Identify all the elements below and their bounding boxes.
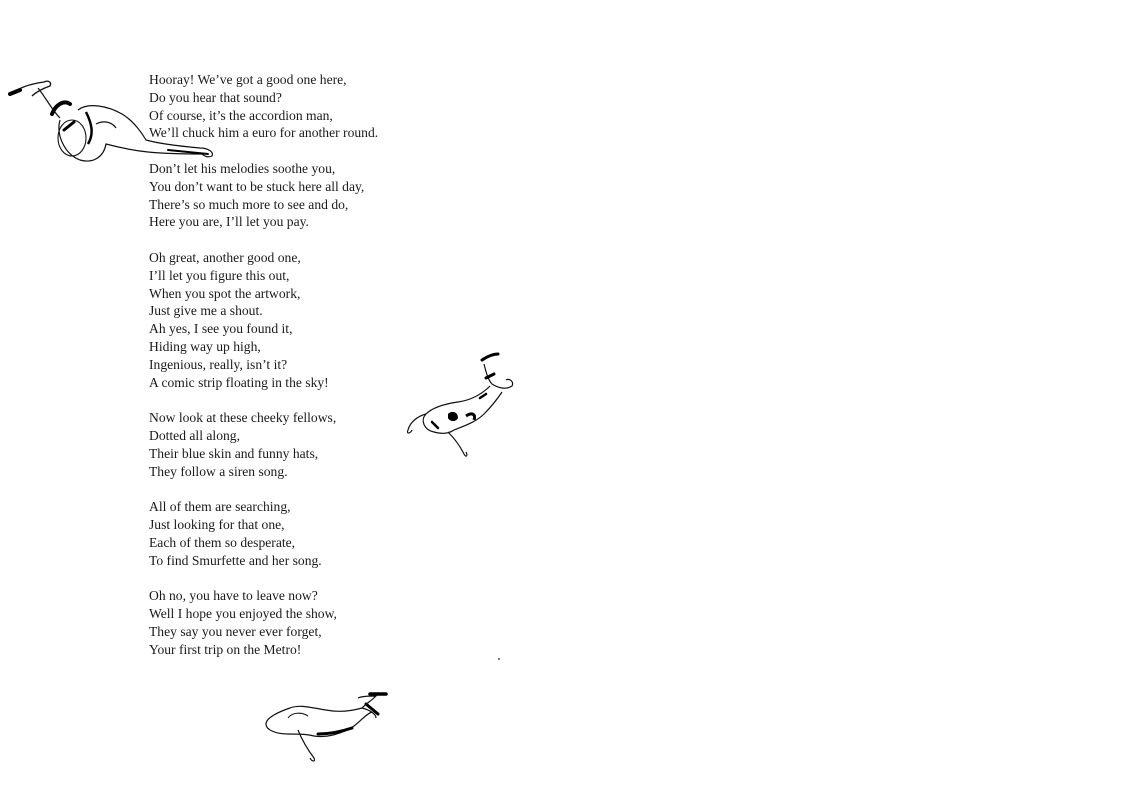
poem-line: Do you hear that sound? [149,89,282,105]
stanza [149,498,449,569]
poem-line: You don’t want to be stuck here all day, [149,178,365,194]
floating-figure-icon [262,690,392,765]
poem-line: To find Smurfette and her song. [149,552,322,568]
poem-line: I’ll let you figure this out, [149,267,290,283]
poem-line: Ah yes, I see you found it, [149,321,293,337]
stanza [149,587,449,658]
poem-line: Hiding way up high, [149,338,261,354]
stanza [149,409,449,480]
poem-line: There’s so much more to see and do, [149,196,349,212]
poem-line: Each of them so desperate, [149,534,296,550]
poem-line: Here you are, I’ll let you pay. [149,214,309,230]
poem-line: Of course, it’s the accordion man, [149,107,333,123]
poem-line: Oh great, another good one, [149,249,301,265]
poem [149,71,449,658]
poem-line: Hooray! We’ve got a good one here, [149,72,347,87]
poem-line: Dotted all along, [149,427,240,443]
stray-dot [498,658,500,660]
poem-line: Now look at these cheeky fellows, [149,410,337,426]
poem-line: Well I hope you enjoyed the show, [149,605,337,621]
stanza [149,160,449,231]
poem-line: Ingenious, really, isn’t it? [149,356,288,372]
poem-line: Don’t let his melodies soothe you, [149,160,336,176]
poem-line: Just looking for that one, [149,516,285,532]
poem-line: Just give me a shout. [149,303,263,319]
poem-line: Oh no, you have to leave now? [149,588,318,604]
poem-line: A comic strip floating in the sky! [149,374,329,390]
poem-line: Their blue skin and funny hats, [149,445,319,461]
poem-line: They say you never ever forget, [149,623,322,639]
poem-line: They follow a siren song. [149,463,288,479]
poem-line: Your first trip on the Metro! [149,641,302,657]
stanza [149,71,449,142]
poem-line: All of them are searching, [149,499,291,515]
poem-line: We’ll chuck him a euro for another round. [149,125,379,141]
stanza [149,249,449,391]
poem-line: When you spot the artwork, [149,285,301,301]
